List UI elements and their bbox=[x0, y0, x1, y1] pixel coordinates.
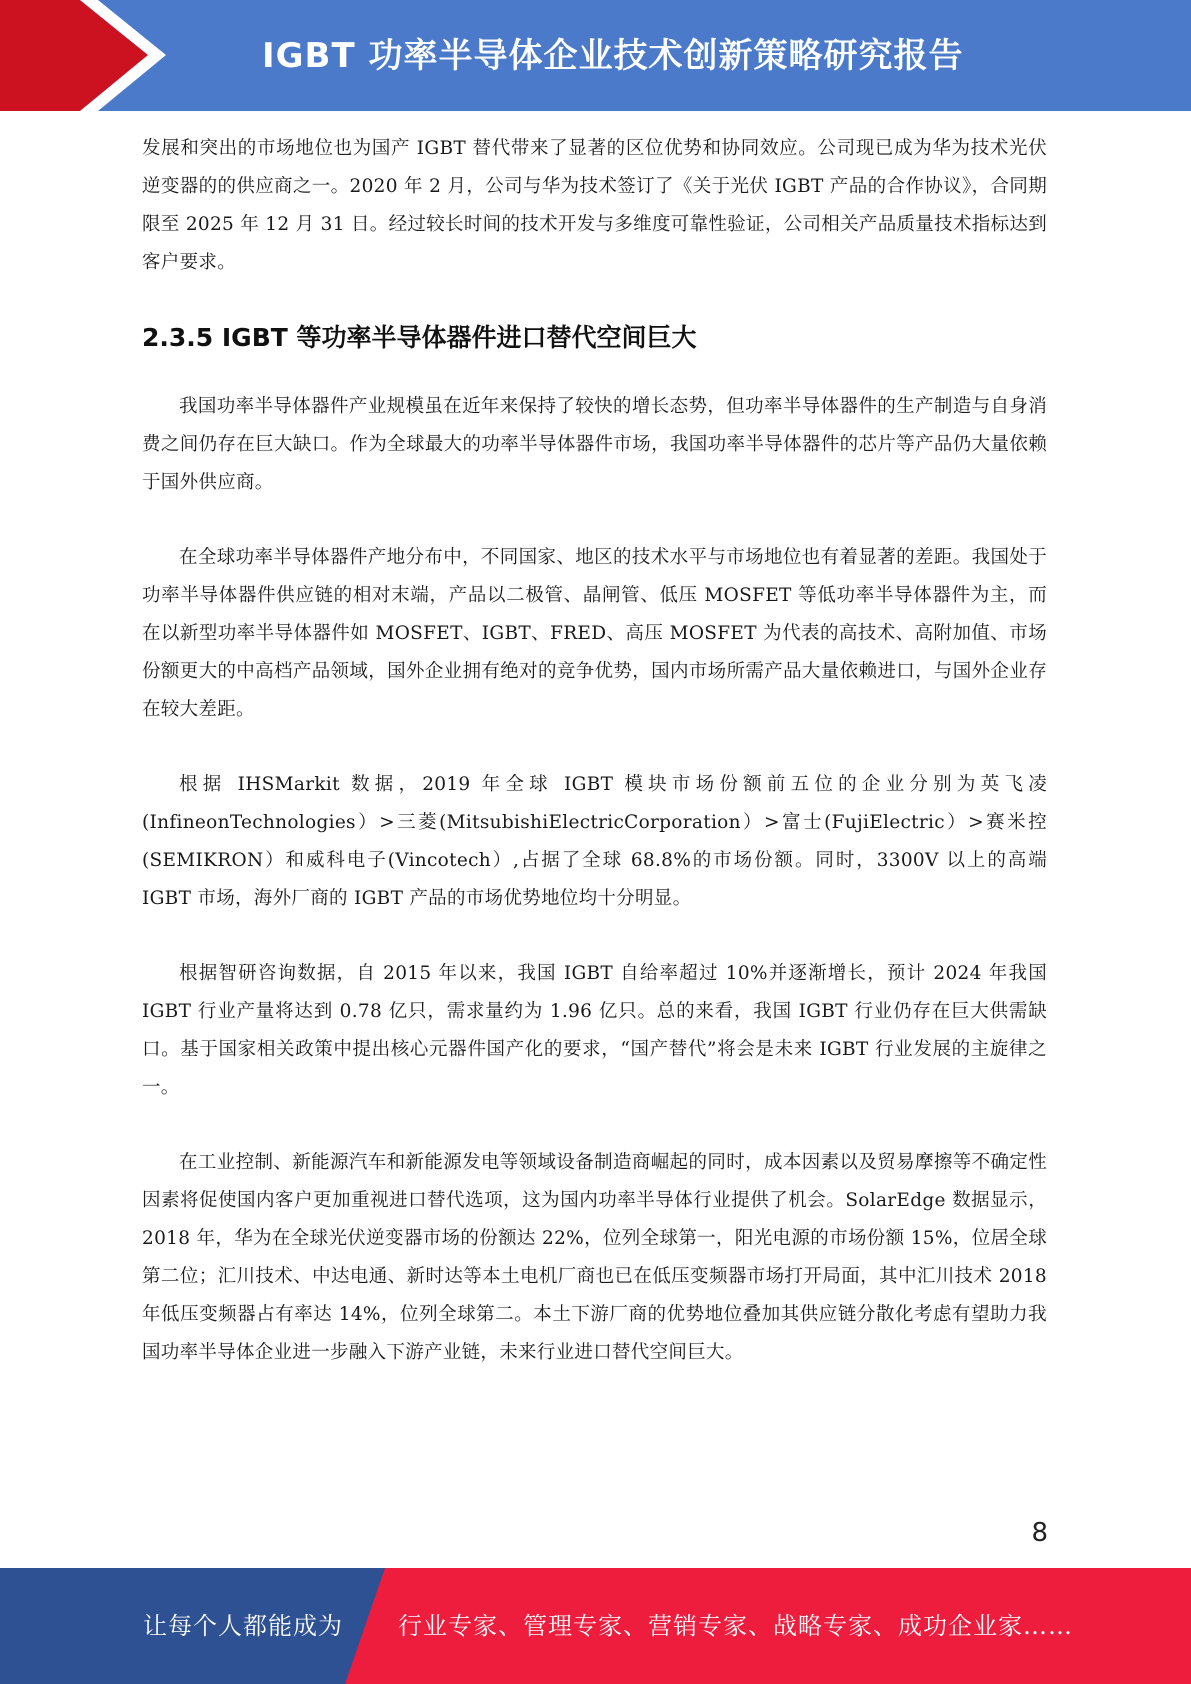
footer-slogan-right: 行业专家、管理专家、营销专家、战略专家、成功企业家…… bbox=[398, 1612, 1073, 1640]
paragraph-continuation: 发展和突出的市场地位也为国产 IGBT 替代带来了显著的区位优势和协同效应。公司现已成为华为技术光伏逆变器的的供应商之一。2020 年 2 月，公司与华为技术签订了《关于光伏 IGBT 产品的合作协议》，合同期限至 2025 年 12 月 31 日。经过较长时间的技术开发与多维度可靠性验证，公司相关产品质量技术指标达到客户要求。 bbox=[142, 138, 1047, 273]
report-body bbox=[142, 130, 1047, 1372]
paragraph: 在全球功率半导体器件产地分布中，不同国家、地区的技术水平与市场地位也有着显著的差距。我国处于功率半导体器件供应链的相对末端，产品以二极管、晶闸管、低压 MOSFET 等低功率半导体器件为主，而在以新型功率半导体器件如 MOSFET、IGBT、FRED、高压 MOSFET 为代表的高技术、高附加值、市场份额更大的中高档产品领域，国外企业拥有绝对的竞争优势，国内市场所需产品大量依赖进口，与国外企业存在较大差距。 bbox=[142, 547, 1047, 720]
paragraph: 在工业控制、新能源汽车和新能源发电等领域设备制造商崛起的同时，成本因素以及贸易摩擦等不确定性因素将促使国内客户更加重视进口替代选项，这为国内功率半导体行业提供了机会。SolarEdge 数据显示，2018 年，华为在全球光伏逆变器市场的份额达 22%，位列全球第一，阳光电源的市场份额 15%，位居全球第二位；汇川技术、中达电通、新时达等本土电机厂商也已在低压变频器市场打开局面，其中汇川技术 2018 年低压变频器占有率达 14%，位列全球第二。本土下游厂商的优势地位叠加其供应链分散化考虑有望助力我国功率半导体企业进一步融入下游产业链，未来行业进口替代空间巨大。 bbox=[142, 1152, 1047, 1363]
paragraph: 根据智研咨询数据，自 2015 年以来，我国 IGBT 自给率超过 10%并逐渐增长，预计 2024 年我国 IGBT 行业产量将达到 0.78 亿只，需求量约为 1.96 亿只。总的来看，我国 IGBT 行业仍存在巨大供需缺口。基于国家相关政策中提出核心元器件国产化的要求，“国产替代”将会是未来 IGBT 行业发展的主旋律之一。 bbox=[142, 963, 1047, 1098]
section-heading: 2.3.5 IGBT 等功率半导体器件进口替代空间巨大 bbox=[142, 323, 697, 352]
page-number: 8 bbox=[1031, 1518, 1048, 1548]
page-footer bbox=[0, 1568, 1191, 1684]
paragraph: 根据 IHSMarkit 数据，2019 年全球 IGBT 模块市场份额前五位的企业分别为英飞凌(InfineonTechnologies）>三菱(MitsubishiElectricCorporation）>富士(FujiElectric）>赛米控(SEMIKRON）和威科电子(Vincotech）,占据了全球 68.8%的市场份额。同时，3300V 以上的高端 IGBT 市场，海外厂商的 IGBT 产品的市场优势地位均十分明显。 bbox=[142, 774, 1047, 909]
header-title: IGBT 功率半导体企业技术创新策略研究报告 bbox=[262, 36, 964, 76]
paragraph: 我国功率半导体器件产业规模虽在近年来保持了较快的增长态势，但功率半导体器件的生产制造与自身消费之间仍存在巨大缺口。作为全球最大的功率半导体器件市场，我国功率半导体器件的芯片等产品仍大量依赖于国外供应商。 bbox=[142, 396, 1047, 493]
footer-slogan-left: 让每个人都能成为 bbox=[143, 1612, 343, 1640]
page-header bbox=[0, 0, 1191, 111]
